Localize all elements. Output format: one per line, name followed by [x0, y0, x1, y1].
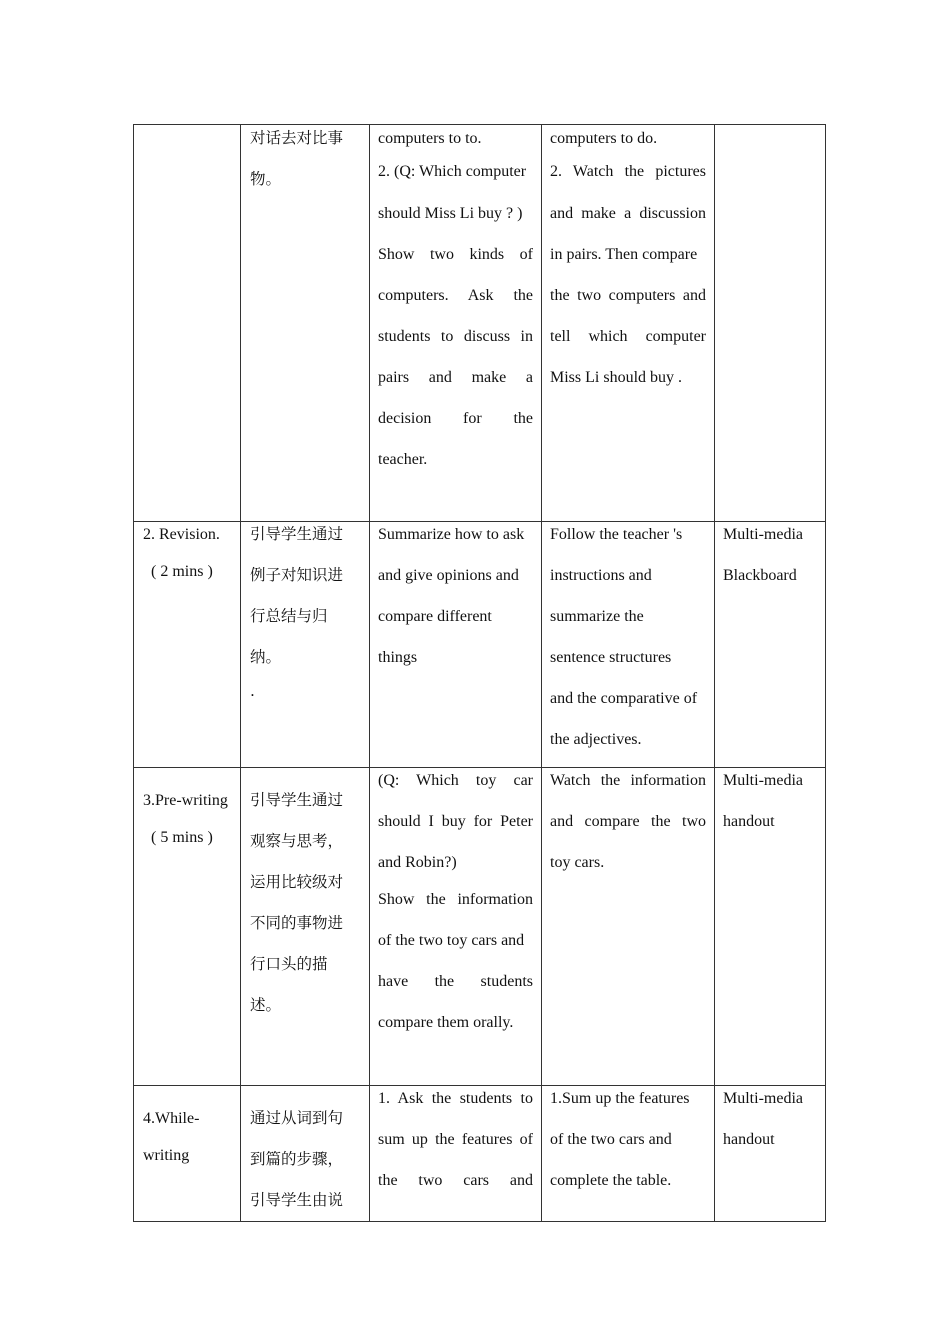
table-row [134, 125, 826, 522]
purpose-line: 纳。 [250, 648, 282, 666]
lesson-plan-table [133, 124, 826, 1222]
purpose-line: 行总结与归 [250, 607, 328, 625]
teacher-activity-line: the two cars and [378, 1172, 533, 1189]
purpose-line: 运用比较级对 [250, 873, 344, 891]
student-activity-cell-content [542, 514, 714, 760]
teacher-activity-line: things [378, 649, 418, 666]
purpose-line: 对话去对比事 [250, 129, 344, 147]
teacher-activity-line: 1. Ask the students to [378, 1090, 533, 1107]
teacher-activity-line: and Robin?) [378, 854, 457, 871]
table-row [134, 768, 826, 1086]
student-activity-line: Watch the information [550, 772, 706, 789]
media-line: Blackboard [723, 567, 797, 584]
student-activity-line: in pairs. Then compare [550, 246, 698, 263]
stage-line: 4.While- [143, 1110, 200, 1127]
media-line: Multi-media [723, 1090, 803, 1107]
media-line: Multi-media [723, 772, 803, 789]
student-activity-line: sentence structures [550, 649, 672, 666]
student-activity-line: Miss Li should buy . [550, 369, 683, 386]
student-activity-line: computers to do. [550, 130, 658, 147]
teacher-activity-line: compare them orally. [378, 1014, 514, 1031]
media-line: Multi-media [723, 526, 803, 543]
stage-cell [134, 522, 241, 768]
purpose-line: 行口头的描 [250, 955, 328, 973]
teacher-activity-line: Show the information [378, 891, 533, 908]
student-activity-line: toy cars. [550, 854, 605, 871]
stage-cell [134, 125, 241, 522]
purpose-line: 通过从词到句 [250, 1109, 344, 1127]
teacher-activity-line: computers. Ask the [378, 287, 533, 304]
student-activity-cell-content [542, 760, 714, 883]
teacher-activity-line: of the two toy cars and [378, 932, 525, 949]
student-activity-cell-content [542, 125, 714, 398]
table-row [134, 1086, 826, 1222]
media-cell [715, 1086, 826, 1222]
student-activity-line: tell which computer [550, 328, 706, 345]
student-activity-cell [542, 1086, 715, 1222]
teacher-activity-line: computers to to. [378, 130, 482, 147]
teacher-activity-line: teacher. [378, 451, 428, 468]
student-activity-line: 2. Watch the pictures [550, 163, 706, 180]
teacher-activity-line: should Miss Li buy ? ) [378, 205, 523, 222]
teacher-activity-cell [370, 1086, 542, 1222]
teacher-activity-line: and give opinions and [378, 567, 519, 584]
teacher-activity-line: (Q: Which toy car [378, 772, 533, 789]
teacher-activity-line: decision for the [378, 410, 533, 427]
student-activity-cell-content [542, 1078, 714, 1201]
student-activity-line: and the comparative of [550, 690, 698, 707]
purpose-cell-content [241, 760, 369, 1026]
student-activity-line: instructions and [550, 567, 652, 584]
stage-cell [134, 768, 241, 1086]
teacher-activity-line: Summarize how to ask [378, 526, 525, 543]
purpose-line: . [250, 682, 255, 700]
media-line: handout [723, 1131, 775, 1148]
purpose-cell [241, 125, 370, 522]
stage-line: ( 5 mins ) [151, 829, 213, 846]
stage-line: ( 2 mins ) [151, 563, 213, 580]
purpose-cell [241, 768, 370, 1086]
stage-cell-content [134, 1078, 240, 1176]
teacher-activity-cell-content [370, 1078, 541, 1201]
purpose-line: 引导学生由说 [250, 1191, 344, 1209]
student-activity-line: the adjectives. [550, 731, 642, 748]
purpose-cell [241, 522, 370, 768]
student-activity-line: 1.Sum up the features [550, 1090, 690, 1107]
student-activity-line: of the two cars and [550, 1131, 672, 1148]
teacher-activity-line: have the students [378, 973, 533, 990]
purpose-cell [241, 1086, 370, 1222]
stage-cell-content [134, 514, 240, 592]
teacher-activity-cell-content [370, 125, 541, 480]
media-cell [715, 768, 826, 1086]
teacher-activity-line: 2. (Q: Which computer [378, 163, 527, 180]
teacher-activity-line: pairs and make a [378, 369, 533, 386]
student-activity-cell [542, 522, 715, 768]
student-activity-cell [542, 768, 715, 1086]
teacher-activity-line: should I buy for Peter [378, 813, 533, 830]
purpose-line: 引导学生通过 [250, 791, 344, 809]
purpose-line: 例子对知识进 [250, 566, 344, 584]
student-activity-cell [542, 125, 715, 522]
teacher-activity-cell-content [370, 760, 541, 1043]
teacher-activity-cell [370, 768, 542, 1086]
media-line: handout [723, 813, 775, 830]
student-activity-line: Follow the teacher 's [550, 526, 683, 543]
student-activity-line: complete the table. [550, 1172, 672, 1189]
purpose-line: 物。 [250, 170, 282, 188]
purpose-cell-content [241, 1078, 369, 1221]
purpose-line: 不同的事物进 [250, 914, 344, 932]
media-cell-content [715, 760, 825, 842]
purpose-line: 观察与思考， [250, 832, 344, 850]
teacher-activity-line: Show two kinds of [378, 246, 533, 263]
lesson-plan-page [133, 124, 825, 1212]
purpose-cell-content [241, 514, 369, 704]
teacher-activity-line: sum up the features of [378, 1131, 533, 1148]
purpose-line: 述。 [250, 996, 282, 1014]
purpose-cell-content [241, 118, 369, 200]
media-cell [715, 125, 826, 522]
stage-line: 2. Revision. [143, 526, 220, 543]
teacher-activity-cell-content [370, 514, 541, 678]
purpose-line: 引导学生通过 [250, 525, 344, 543]
table-row [134, 522, 826, 768]
media-cell-content [715, 514, 825, 596]
student-activity-line: the two computers and [550, 287, 706, 304]
stage-cell-content [134, 760, 240, 858]
teacher-activity-line: compare different [378, 608, 492, 625]
teacher-activity-cell [370, 522, 542, 768]
stage-line: 3.Pre-writing [143, 792, 228, 809]
student-activity-line: and make a discussion [550, 205, 706, 222]
student-activity-line: and compare the two [550, 813, 706, 830]
teacher-activity-cell [370, 125, 542, 522]
teacher-activity-line: students to discuss in [378, 328, 533, 345]
media-cell-content [715, 1078, 825, 1160]
stage-cell [134, 1086, 241, 1222]
student-activity-line: summarize the [550, 608, 644, 625]
media-cell [715, 522, 826, 768]
stage-line: writing [143, 1147, 190, 1164]
purpose-line: 到篇的步骤， [250, 1150, 344, 1168]
